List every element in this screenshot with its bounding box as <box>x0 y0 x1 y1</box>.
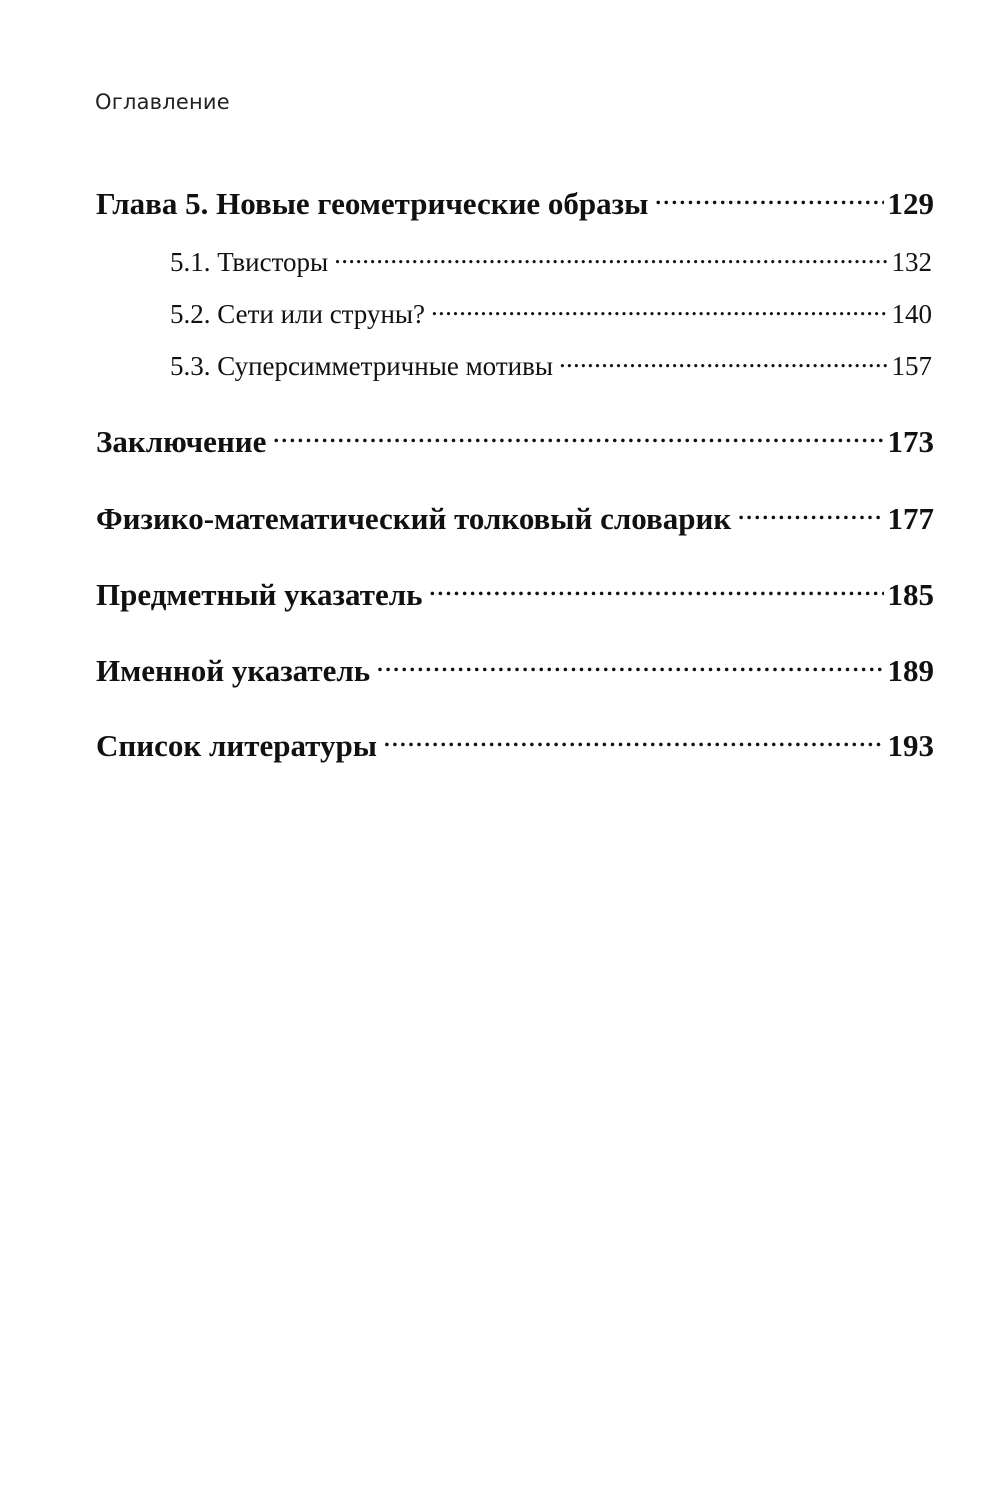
toc-entry-page: 157 <box>891 351 932 381</box>
dot-leader <box>334 244 887 271</box>
toc-entry-page: 193 <box>887 728 934 763</box>
toc-entry-title: 5.1. Твисторы <box>170 247 329 277</box>
toc-entry-section-5-1[interactable] <box>170 244 932 278</box>
toc-entry-subject-index[interactable] <box>96 574 934 613</box>
toc-entry-title: Предметный указатель <box>96 577 423 612</box>
toc-entry-section-5-3[interactable] <box>170 348 932 382</box>
toc-entry-section-5-2[interactable] <box>170 296 932 330</box>
toc-entry-title: Список литературы <box>96 728 377 763</box>
toc-entry-glossary[interactable] <box>96 498 934 537</box>
dot-leader <box>737 498 883 529</box>
dot-leader <box>376 650 883 681</box>
dot-leader <box>383 725 884 756</box>
toc-entry-conclusion[interactable] <box>96 421 934 460</box>
toc-entry-title: Физико-математический толковый словарик <box>96 501 732 536</box>
dot-leader <box>431 296 887 323</box>
toc-entry-title: 5.3. Суперсимметричные мотивы <box>170 351 553 381</box>
toc-entry-page: 177 <box>887 501 934 536</box>
toc-entry-title: Заключение <box>96 424 267 459</box>
toc-entry-name-index[interactable] <box>96 650 934 689</box>
dot-leader <box>559 348 888 375</box>
toc-entry-title: Именной указатель <box>96 653 371 688</box>
toc-entry-page: 140 <box>891 299 932 329</box>
toc-entry-page: 185 <box>887 577 934 612</box>
toc-entry-bibliography[interactable] <box>96 725 934 764</box>
toc-entry-page: 173 <box>887 424 934 459</box>
dot-leader <box>272 421 883 452</box>
toc-entry-page: 129 <box>887 186 934 221</box>
toc-entry-page: 189 <box>887 653 934 688</box>
toc-entry-title: Глава 5. Новые геометрические образы <box>96 186 649 221</box>
toc-entry-chapter-5[interactable] <box>96 183 934 222</box>
toc-entry-page: 132 <box>891 247 932 277</box>
dot-leader <box>654 183 883 214</box>
dot-leader <box>428 574 883 605</box>
toc-entry-title: 5.2. Сети или струны? <box>170 299 426 329</box>
running-head: Оглавление <box>95 90 230 114</box>
